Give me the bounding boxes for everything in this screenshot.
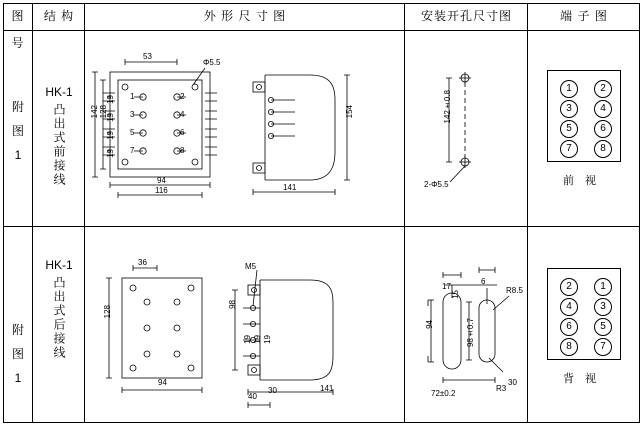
row2-dim-M5: M5 [245,262,257,271]
row2-fig-char-2: 1 [14,371,22,385]
row2-mount-dim-98: 98±0.7 [466,318,475,348]
row-divider [3,226,640,227]
row1-fig-char-1: 图 [11,124,24,138]
header-mounting: 安装开孔尺寸图 [420,9,512,23]
row1-structure-text: 凸出式前接线 [52,103,66,187]
row1-mounting-drawing [405,30,528,226]
row2-mount-dim-30: 30 [508,378,517,387]
row2-dim-40: 40 [248,392,257,401]
row2-terminal-2: 2 [560,278,578,296]
row2-outline-drawing [85,230,405,426]
header-terminal: 端 子 图 [560,9,608,23]
row1-dim-94: 94 [157,176,166,185]
row1-dim-19a: 19 [106,95,115,104]
header-fig-no: 图 号 [11,9,25,50]
row1-dim-154: 154 [345,105,354,119]
row1-term-2: 2 [180,92,185,101]
row1-fig-char-0: 附 [11,100,24,114]
row1-dim-19c: 19 [106,131,115,140]
row1-term-7: 7 [130,146,135,155]
row1-dim-19d: 19 [106,149,115,158]
row1-terminal-7: 7 [560,140,578,158]
header-structure: 结 构 [43,9,75,23]
row2-mount-dim-R3: R3 [496,384,507,393]
row1-terminal-3: 3 [560,100,578,118]
row2-mount-dim-15: 15 [451,290,460,299]
row2-dim-30: 30 [268,386,277,395]
row2-dim-98: 98 [228,300,237,309]
row1-fig-char-2: 1 [14,148,22,162]
row2-mount-dim-72: 72±0.2 [431,389,456,398]
row2-dim-141: 141 [320,384,334,393]
row2-structure-text: 凸出式后接线 [52,276,66,360]
row2-model: HK-1 [45,258,73,272]
row1-term-6: 6 [180,128,185,137]
row2-terminal-5: 5 [594,318,612,336]
row1-mount-dim-142: 142±0.8 [443,90,452,124]
row2-mount-dim-17: 17 [442,282,451,291]
row1-dim-19b: 19 [106,113,115,122]
row1-fig-label [3,95,33,167]
row1-term-4: 4 [180,110,185,119]
header-outline: 外 形 尺 寸 图 [203,9,287,23]
row2-dim-36: 36 [138,258,147,267]
row2-terminal-1: 1 [594,278,612,296]
row2-mount-dim-R85: R8.5 [506,286,523,295]
row1-terminal-1: 1 [560,80,578,98]
row1-dim-128: 128 [99,105,108,119]
row2-terminal-3: 3 [594,298,612,316]
row2-dim-19a: 19 [243,335,252,344]
row1-dim-141: 141 [283,183,297,192]
row1-term-1: 1 [130,92,135,101]
row2-structure [52,276,68,365]
row2-fig-char-1: 图 [11,347,24,361]
row1-terminal-caption: 前 视 [563,175,601,187]
row1-dim-116: 116 [155,186,168,195]
row2-terminal-caption: 背 视 [563,373,601,385]
row1-term-3: 3 [130,110,135,119]
row1-terminal-6: 6 [594,120,612,138]
row1-structure [52,103,68,192]
row2-terminal-4: 4 [560,298,578,316]
row1-terminal-5: 5 [560,120,578,138]
row2-dim-19b: 19 [253,335,262,344]
row1-dim-phi55: Φ5.5 [203,58,221,67]
row2-terminal-6: 6 [560,318,578,336]
row2-fig-label [3,318,33,390]
row2-fig-char-0: 附 [11,323,24,337]
row1-dim-53: 53 [143,52,152,61]
row1-term-8: 8 [180,146,185,155]
row1-dim-142: 142 [90,105,99,119]
row1-term-5: 5 [130,128,135,137]
row2-dim-19c: 19 [263,335,272,344]
row1-terminal-8: 8 [594,140,612,158]
row2-terminal-8: 8 [560,338,578,356]
row2-dim-94: 94 [158,378,167,387]
row2-dim-128: 128 [103,305,112,319]
row2-mount-dim-6: 6 [481,277,486,286]
row1-model: HK-1 [45,85,73,99]
row1-terminal-4: 4 [594,100,612,118]
row2-terminal-7: 7 [594,338,612,356]
row2-mount-dim-94: 94 [425,320,434,329]
row1-mount-dim-phi55: 2-Φ5.5 [424,180,449,189]
row1-terminal-2: 2 [594,80,612,98]
